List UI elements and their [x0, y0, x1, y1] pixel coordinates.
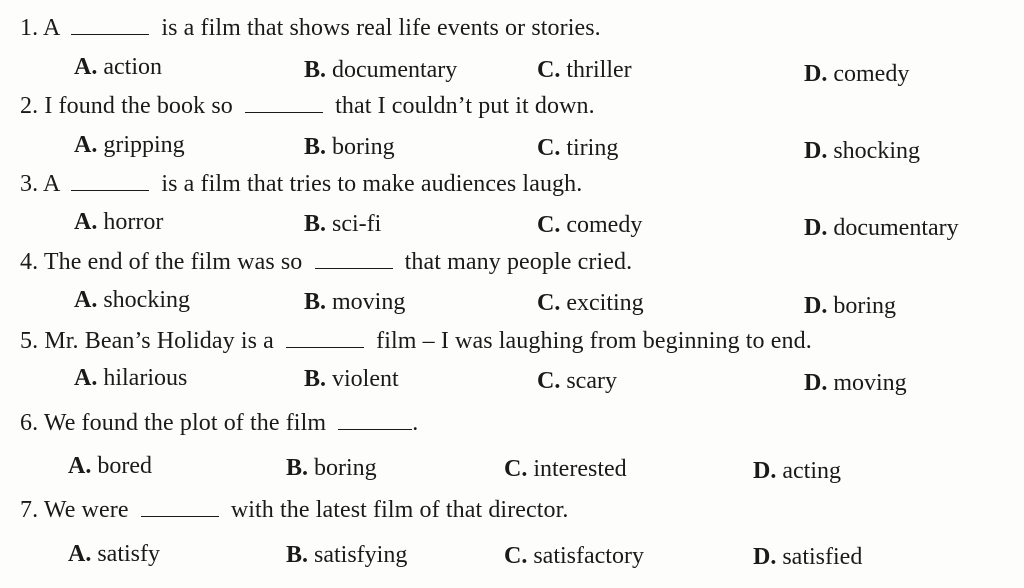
option-text: shocking: [833, 138, 921, 164]
option-text: thriller: [566, 57, 632, 83]
option-letter: B.: [304, 134, 327, 160]
option-letter: A.: [74, 287, 98, 313]
option-letter: D.: [753, 458, 777, 484]
option-b: [304, 56, 457, 84]
option-letter: D.: [804, 138, 828, 164]
question-text-after: .: [412, 410, 419, 436]
option-letter: D.: [804, 61, 828, 87]
option-letter: B.: [286, 542, 309, 568]
question-text-after: is a film that shows real life events or stories.: [161, 15, 601, 41]
option-text: acting: [782, 458, 841, 484]
answer-blank: [141, 498, 219, 517]
option-text: documentary: [833, 215, 959, 241]
question-6: [20, 409, 418, 437]
question-text-before: The end of the film was so: [43, 249, 303, 275]
question-number: 2.: [20, 93, 39, 119]
option-letter: B.: [286, 455, 309, 481]
option-letter: C.: [537, 135, 561, 161]
option-d: [804, 369, 907, 397]
option-b: [304, 365, 399, 393]
option-letter: B.: [304, 289, 327, 315]
option-letter: A.: [68, 541, 92, 567]
option-text: comedy: [833, 61, 910, 87]
option-letter: C.: [537, 57, 561, 83]
option-letter: D.: [804, 293, 828, 319]
option-c: [537, 367, 617, 395]
question-text-after: film – I was laughing from beginning to end.: [376, 328, 812, 354]
option-d: [753, 457, 841, 485]
option-c: [504, 542, 644, 570]
option-letter: D.: [753, 544, 777, 570]
option-c: [537, 211, 642, 239]
question-1: [20, 14, 601, 42]
question-text-before: Mr. Bean’s Holiday is a: [44, 328, 274, 354]
option-letter: C.: [537, 290, 561, 316]
option-letter: D.: [804, 215, 828, 241]
answer-blank: [245, 94, 323, 113]
option-c: [537, 56, 632, 84]
answer-blank: [286, 329, 364, 348]
option-letter: A.: [74, 132, 98, 158]
option-text: documentary: [332, 57, 458, 83]
question-number: 7.: [20, 497, 39, 523]
question-number: 4.: [20, 249, 39, 275]
option-text: moving: [332, 289, 406, 315]
question-7: [20, 496, 569, 524]
option-d: [804, 137, 920, 165]
option-letter: C.: [504, 456, 528, 482]
option-text: action: [103, 54, 162, 80]
option-text: violent: [332, 366, 399, 392]
option-letter: C.: [504, 543, 528, 569]
option-text: moving: [833, 370, 907, 396]
question-text-before: A: [42, 15, 60, 41]
option-a: [74, 364, 187, 392]
question-number: 6.: [20, 410, 39, 436]
option-text: sci-fi: [332, 211, 382, 237]
question-text-before: A: [42, 171, 60, 197]
option-text: satisfied: [782, 544, 863, 570]
option-text: scary: [566, 368, 617, 394]
option-a: [74, 131, 185, 159]
question-text-before: We found the plot of the film: [43, 410, 327, 436]
option-text: boring: [833, 293, 897, 319]
question-text-after: is a film that tries to make audiences laugh.: [161, 171, 583, 197]
option-c: [537, 289, 644, 317]
option-text: shocking: [103, 287, 191, 313]
option-d: [804, 292, 896, 320]
option-letter: B.: [304, 57, 327, 83]
answer-blank: [71, 16, 149, 35]
option-a: [68, 452, 152, 480]
option-letter: A.: [74, 365, 98, 391]
question-5: [20, 327, 812, 355]
option-b: [304, 133, 395, 161]
option-a: [74, 53, 162, 81]
option-letter: B.: [304, 366, 327, 392]
option-c: [537, 134, 618, 162]
option-d: [804, 214, 959, 242]
option-letter: A.: [68, 453, 92, 479]
option-text: exciting: [566, 290, 644, 316]
answer-blank: [71, 172, 149, 191]
option-letter: C.: [537, 212, 561, 238]
option-letter: B.: [304, 211, 327, 237]
option-letter: A.: [74, 209, 98, 235]
option-b: [304, 210, 381, 238]
option-text: hilarious: [103, 365, 188, 391]
option-letter: C.: [537, 368, 561, 394]
question-text-after: that I couldn’t put it down.: [335, 93, 595, 119]
option-text: boring: [332, 134, 395, 160]
option-d: [804, 60, 909, 88]
option-a: [68, 540, 160, 568]
question-4: [20, 248, 632, 276]
option-text: horror: [103, 209, 164, 235]
answer-blank: [315, 250, 393, 269]
option-text: satisfying: [314, 542, 408, 568]
question-text-after: that many people cried.: [404, 249, 633, 275]
option-text: comedy: [566, 212, 643, 238]
option-text: boring: [314, 455, 377, 481]
question-text-after: with the latest film of that director.: [230, 497, 569, 523]
option-b: [286, 454, 377, 482]
question-number: 3.: [20, 171, 39, 197]
question-text-before: We were: [43, 497, 129, 523]
option-d: [753, 543, 862, 571]
option-b: [286, 541, 407, 569]
option-a: [74, 286, 190, 314]
option-text: satisfactory: [533, 543, 644, 569]
option-letter: D.: [804, 370, 828, 396]
option-text: tiring: [566, 135, 619, 161]
question-3: [20, 170, 582, 198]
question-2: [20, 92, 595, 120]
question-number: 5.: [20, 328, 39, 354]
option-text: satisfy: [97, 541, 161, 567]
option-c: [504, 455, 627, 483]
question-number: 1.: [20, 15, 39, 41]
option-text: gripping: [103, 132, 185, 158]
question-text-before: I found the book so: [44, 93, 233, 119]
option-text: interested: [533, 456, 627, 482]
option-a: [74, 208, 163, 236]
option-b: [304, 288, 405, 316]
option-letter: A.: [74, 54, 98, 80]
option-text: bored: [97, 453, 152, 479]
answer-blank: [338, 411, 412, 430]
